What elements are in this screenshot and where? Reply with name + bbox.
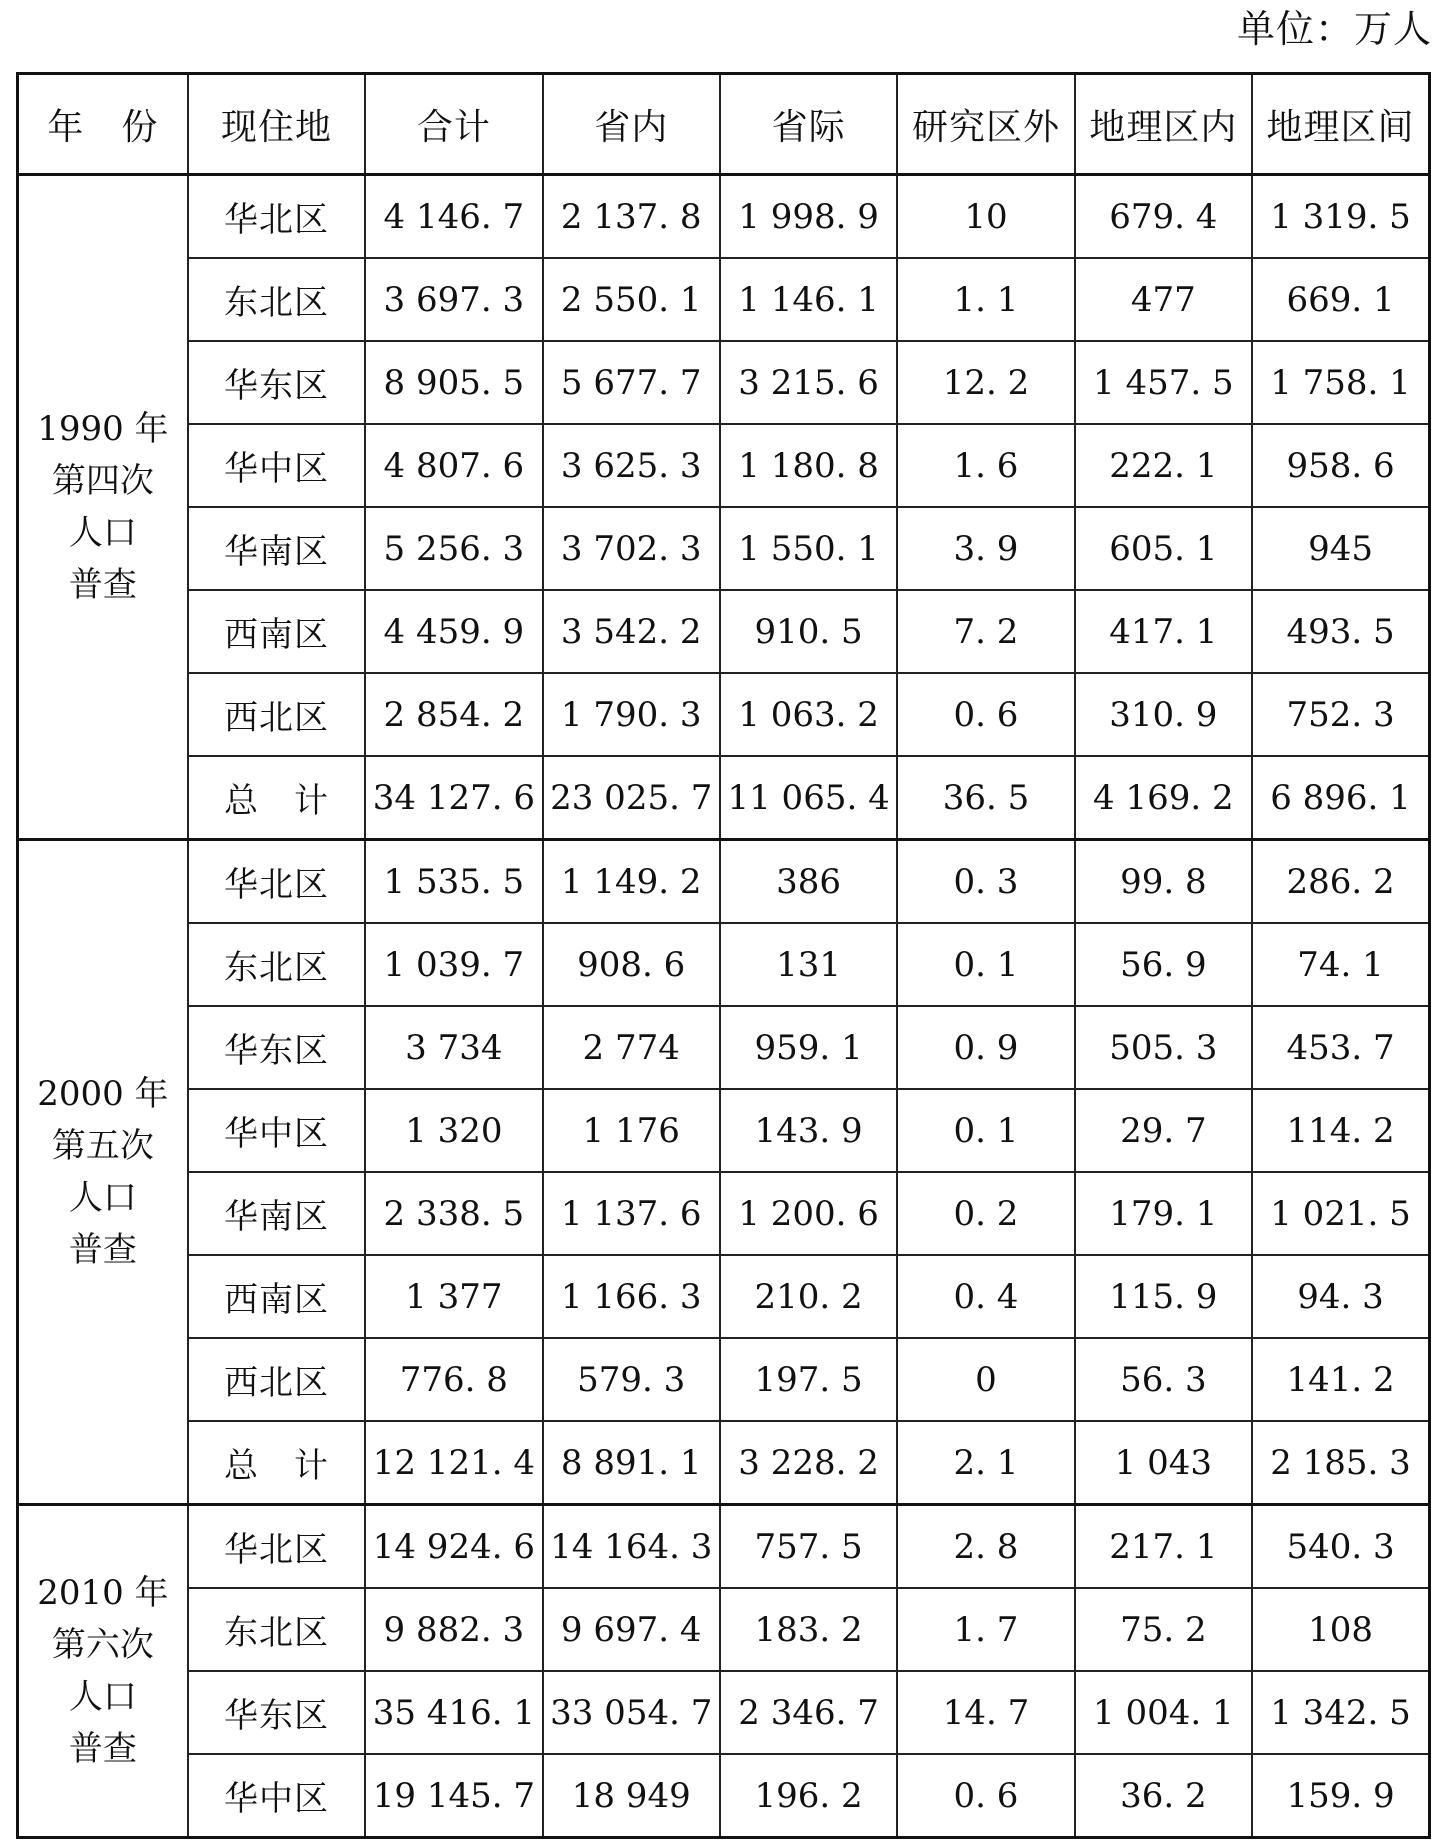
cell-within-geo-region: 29. 7	[1075, 1089, 1252, 1172]
table-row	[18, 1754, 1430, 1838]
cell-within-geo-region: 99. 8	[1075, 840, 1252, 924]
cell-residence: 东北区	[188, 1588, 365, 1671]
cell-total: 4 146. 7	[365, 175, 542, 259]
cell-residence: 总 计	[188, 756, 365, 840]
cell-residence: 东北区	[188, 923, 365, 1006]
table-row	[18, 1089, 1430, 1172]
cell-within-geo-region: 56. 3	[1075, 1338, 1252, 1421]
cell-outside-study-area: 14. 7	[897, 1671, 1074, 1754]
cell-intra-province: 1 176	[543, 1089, 720, 1172]
cell-between-geo-regions: 493. 5	[1252, 590, 1429, 673]
cell-total: 12 121. 4	[365, 1421, 542, 1505]
cell-outside-study-area: 12. 2	[897, 341, 1074, 424]
table-row	[18, 923, 1430, 1006]
cell-inter-province: 183. 2	[720, 1588, 897, 1671]
cell-outside-study-area: 1. 6	[897, 424, 1074, 507]
cell-total: 5 256. 3	[365, 507, 542, 590]
cell-between-geo-regions: 2 185. 3	[1252, 1421, 1429, 1505]
cell-between-geo-regions: 141. 2	[1252, 1338, 1429, 1421]
cell-residence: 西北区	[188, 673, 365, 756]
table-row	[18, 1338, 1430, 1421]
cell-outside-study-area: 1. 7	[897, 1588, 1074, 1671]
census-year-line: 人口	[68, 513, 137, 553]
cell-inter-province: 11 065. 4	[720, 756, 897, 840]
cell-within-geo-region: 75. 2	[1075, 1588, 1252, 1671]
census-year-line: 2000 年	[37, 1074, 169, 1114]
cell-between-geo-regions: 114. 2	[1252, 1089, 1429, 1172]
cell-outside-study-area: 0. 1	[897, 1089, 1074, 1172]
cell-within-geo-region: 505. 3	[1075, 1006, 1252, 1089]
cell-outside-study-area: 2. 8	[897, 1505, 1074, 1589]
table-row	[18, 756, 1430, 840]
cell-inter-province: 2 346. 7	[720, 1671, 897, 1754]
cell-intra-province: 1 166. 3	[543, 1255, 720, 1338]
cell-outside-study-area: 0. 6	[897, 1754, 1074, 1838]
header-row	[18, 74, 1430, 175]
header-within-geo-region: 地理区内	[1075, 74, 1252, 175]
table-row	[18, 341, 1430, 424]
census-year-line: 第四次	[51, 461, 154, 501]
cell-outside-study-area: 0. 9	[897, 1006, 1074, 1089]
cell-between-geo-regions: 159. 9	[1252, 1754, 1429, 1838]
cell-residence: 总 计	[188, 1421, 365, 1505]
cell-inter-province: 196. 2	[720, 1754, 897, 1838]
header-between-geo-regions: 地理区间	[1252, 74, 1429, 175]
cell-total: 14 924. 6	[365, 1505, 542, 1589]
cell-total: 776. 8	[365, 1338, 542, 1421]
header-inter-province: 省际	[720, 74, 897, 175]
cell-residence: 西南区	[188, 590, 365, 673]
migration-table	[16, 72, 1431, 1839]
cell-outside-study-area: 3. 9	[897, 507, 1074, 590]
cell-total: 19 145. 7	[365, 1754, 542, 1838]
cell-total: 9 882. 3	[365, 1588, 542, 1671]
cell-total: 2 854. 2	[365, 673, 542, 756]
cell-outside-study-area: 36. 5	[897, 756, 1074, 840]
cell-residence: 华北区	[188, 1505, 365, 1589]
cell-residence: 西南区	[188, 1255, 365, 1338]
cell-intra-province: 18 949	[543, 1754, 720, 1838]
cell-between-geo-regions: 1 021. 5	[1252, 1172, 1429, 1255]
cell-inter-province: 3 228. 2	[720, 1421, 897, 1505]
cell-between-geo-regions: 1 342. 5	[1252, 1671, 1429, 1754]
header-year: 年 份	[18, 74, 188, 175]
cell-inter-province: 910. 5	[720, 590, 897, 673]
cell-between-geo-regions: 108	[1252, 1588, 1429, 1671]
cell-within-geo-region: 4 169. 2	[1075, 756, 1252, 840]
cell-total: 1 039. 7	[365, 923, 542, 1006]
cell-residence: 华东区	[188, 1006, 365, 1089]
cell-between-geo-regions: 74. 1	[1252, 923, 1429, 1006]
cell-between-geo-regions: 669. 1	[1252, 258, 1429, 341]
cell-residence: 华北区	[188, 175, 365, 259]
cell-total: 2 338. 5	[365, 1172, 542, 1255]
cell-total: 4 807. 6	[365, 424, 542, 507]
table-body	[18, 175, 1430, 1838]
cell-between-geo-regions: 94. 3	[1252, 1255, 1429, 1338]
table-row	[18, 840, 1430, 924]
cell-outside-study-area: 2. 1	[897, 1421, 1074, 1505]
cell-inter-province: 1 180. 8	[720, 424, 897, 507]
cell-inter-province: 386	[720, 840, 897, 924]
header-total: 合计	[365, 74, 542, 175]
cell-intra-province: 23 025. 7	[543, 756, 720, 840]
cell-total: 35 416. 1	[365, 1671, 542, 1754]
cell-intra-province: 1 137. 6	[543, 1172, 720, 1255]
cell-residence: 华南区	[188, 507, 365, 590]
cell-inter-province: 959. 1	[720, 1006, 897, 1089]
cell-within-geo-region: 115. 9	[1075, 1255, 1252, 1338]
table-row	[18, 590, 1430, 673]
cell-outside-study-area: 0. 1	[897, 923, 1074, 1006]
cell-intra-province: 2 550. 1	[543, 258, 720, 341]
cell-intra-province: 8 891. 1	[543, 1421, 720, 1505]
cell-intra-province: 2 774	[543, 1006, 720, 1089]
cell-residence: 华中区	[188, 424, 365, 507]
table-row	[18, 1421, 1430, 1505]
cell-outside-study-area: 0. 6	[897, 673, 1074, 756]
cell-within-geo-region: 679. 4	[1075, 175, 1252, 259]
cell-between-geo-regions: 958. 6	[1252, 424, 1429, 507]
cell-total: 4 459. 9	[365, 590, 542, 673]
cell-outside-study-area: 0. 4	[897, 1255, 1074, 1338]
cell-residence: 华南区	[188, 1172, 365, 1255]
census-year-line: 第五次	[51, 1126, 154, 1166]
cell-residence: 华东区	[188, 1671, 365, 1754]
cell-within-geo-region: 605. 1	[1075, 507, 1252, 590]
cell-intra-province: 3 625. 3	[543, 424, 720, 507]
cell-intra-province: 579. 3	[543, 1338, 720, 1421]
cell-inter-province: 1 063. 2	[720, 673, 897, 756]
cell-inter-province: 210. 2	[720, 1255, 897, 1338]
cell-within-geo-region: 1 457. 5	[1075, 341, 1252, 424]
cell-residence: 华东区	[188, 341, 365, 424]
table-row	[18, 258, 1430, 341]
cell-within-geo-region: 477	[1075, 258, 1252, 341]
cell-between-geo-regions: 6 896. 1	[1252, 756, 1429, 840]
cell-inter-province: 143. 9	[720, 1089, 897, 1172]
census-year-line: 普查	[68, 1230, 137, 1270]
cell-total: 1 535. 5	[365, 840, 542, 924]
cell-within-geo-region: 310. 9	[1075, 673, 1252, 756]
cell-residence: 华中区	[188, 1754, 365, 1838]
cell-intra-province: 1 790. 3	[543, 673, 720, 756]
cell-total: 1 377	[365, 1255, 542, 1338]
cell-total: 1 320	[365, 1089, 542, 1172]
cell-inter-province: 757. 5	[720, 1505, 897, 1589]
cell-intra-province: 2 137. 8	[543, 175, 720, 259]
cell-within-geo-region: 1 043	[1075, 1421, 1252, 1505]
cell-intra-province: 1 149. 2	[543, 840, 720, 924]
table-row	[18, 1505, 1430, 1589]
header-outside-study-area: 研究区外	[897, 74, 1074, 175]
cell-intra-province: 908. 6	[543, 923, 720, 1006]
census-year-line: 人口	[68, 1677, 137, 1717]
cell-outside-study-area: 1. 1	[897, 258, 1074, 341]
cell-inter-province: 1 146. 1	[720, 258, 897, 341]
cell-between-geo-regions: 286. 2	[1252, 840, 1429, 924]
cell-inter-province: 1 550. 1	[720, 507, 897, 590]
cell-outside-study-area: 0	[897, 1338, 1074, 1421]
cell-inter-province: 1 998. 9	[720, 175, 897, 259]
cell-total: 8 905. 5	[365, 341, 542, 424]
cell-within-geo-region: 222. 1	[1075, 424, 1252, 507]
census-year-cell	[18, 840, 188, 1505]
cell-within-geo-region: 1 004. 1	[1075, 1671, 1252, 1754]
cell-residence: 西北区	[188, 1338, 365, 1421]
cell-intra-province: 5 677. 7	[543, 341, 720, 424]
cell-intra-province: 3 702. 3	[543, 507, 720, 590]
census-year-line: 1990 年	[37, 409, 169, 449]
cell-intra-province: 33 054. 7	[543, 1671, 720, 1754]
table-row	[18, 424, 1430, 507]
cell-between-geo-regions: 453. 7	[1252, 1006, 1429, 1089]
table-row	[18, 673, 1430, 756]
table-row	[18, 507, 1430, 590]
cell-total: 3 734	[365, 1006, 542, 1089]
census-year-line: 普查	[68, 1729, 137, 1769]
table-row	[18, 1006, 1430, 1089]
cell-between-geo-regions: 945	[1252, 507, 1429, 590]
cell-between-geo-regions: 752. 3	[1252, 673, 1429, 756]
census-year-line: 第六次	[51, 1625, 154, 1665]
cell-within-geo-region: 56. 9	[1075, 923, 1252, 1006]
cell-intra-province: 14 164. 3	[543, 1505, 720, 1589]
cell-between-geo-regions: 1 758. 1	[1252, 341, 1429, 424]
cell-outside-study-area: 0. 2	[897, 1172, 1074, 1255]
cell-intra-province: 3 542. 2	[543, 590, 720, 673]
table-row	[18, 1172, 1430, 1255]
cell-outside-study-area: 7. 2	[897, 590, 1074, 673]
cell-outside-study-area: 10	[897, 175, 1074, 259]
cell-residence: 华北区	[188, 840, 365, 924]
cell-within-geo-region: 36. 2	[1075, 1754, 1252, 1838]
census-year-line: 2010 年	[37, 1573, 169, 1613]
table-row	[18, 1255, 1430, 1338]
cell-residence: 东北区	[188, 258, 365, 341]
census-year-cell	[18, 175, 188, 840]
header-intra-province: 省内	[543, 74, 720, 175]
cell-total: 3 697. 3	[365, 258, 542, 341]
cell-outside-study-area: 0. 3	[897, 840, 1074, 924]
census-year-line: 人口	[68, 1178, 137, 1218]
cell-within-geo-region: 417. 1	[1075, 590, 1252, 673]
cell-inter-province: 1 200. 6	[720, 1172, 897, 1255]
cell-inter-province: 131	[720, 923, 897, 1006]
cell-between-geo-regions: 540. 3	[1252, 1505, 1429, 1589]
census-year-cell	[18, 1505, 188, 1838]
table-row	[18, 175, 1430, 259]
census-year-line: 普查	[68, 565, 137, 605]
header-residence: 现住地	[188, 74, 365, 175]
cell-within-geo-region: 217. 1	[1075, 1505, 1252, 1589]
cell-inter-province: 197. 5	[720, 1338, 897, 1421]
unit-label: 单位：万人	[1236, 7, 1432, 51]
cell-within-geo-region: 179. 1	[1075, 1172, 1252, 1255]
cell-intra-province: 9 697. 4	[543, 1588, 720, 1671]
cell-between-geo-regions: 1 319. 5	[1252, 175, 1429, 259]
table-row	[18, 1588, 1430, 1671]
table-row	[18, 1671, 1430, 1754]
cell-total: 34 127. 6	[365, 756, 542, 840]
cell-inter-province: 3 215. 6	[720, 341, 897, 424]
cell-residence: 华中区	[188, 1089, 365, 1172]
